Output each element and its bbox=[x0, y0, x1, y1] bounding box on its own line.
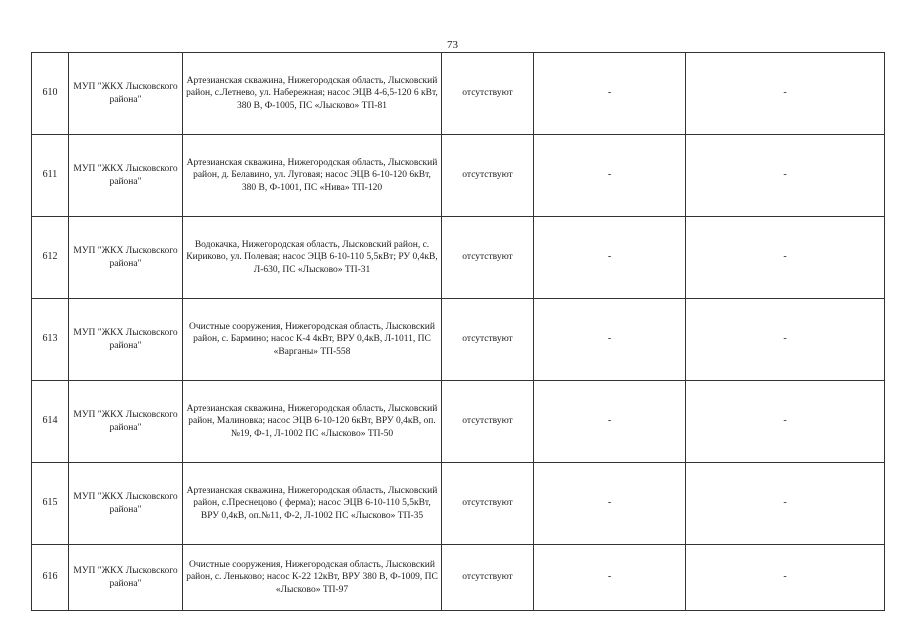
object-description-cell: Очистные сооружения, Нижегородская область, Лысковский район, с. Леньково; насос К-22 12кВт, ВРУ 380 В, Ф-1009, ПС «Лысково» ТП-97 bbox=[183, 545, 442, 611]
status-cell: отсутствуют bbox=[442, 381, 534, 463]
object-description-cell: Артезианская скважина, Нижегородская область, Лысковский район, д. Белавино, ул. Луговая; насос ЭЦВ 6-10-120 6кВт, 380 В, Ф-1001, ПС «Нива» ТП-120 bbox=[183, 135, 442, 217]
organization-cell: МУП "ЖКХ Лысковского района" bbox=[69, 545, 183, 611]
empty-value-cell: - bbox=[686, 463, 885, 545]
organization-cell: МУП "ЖКХ Лысковского района" bbox=[69, 299, 183, 381]
empty-value-cell: - bbox=[534, 381, 686, 463]
organization-cell: МУП "ЖКХ Лысковского района" bbox=[69, 135, 183, 217]
row-number: 610 bbox=[32, 53, 69, 135]
status-cell: отсутствуют bbox=[442, 135, 534, 217]
empty-value-cell: - bbox=[534, 217, 686, 299]
empty-value-cell: - bbox=[686, 545, 885, 611]
table-row bbox=[32, 53, 885, 135]
status-cell: отсутствуют bbox=[442, 217, 534, 299]
table-row bbox=[32, 463, 885, 545]
empty-value-cell: - bbox=[686, 381, 885, 463]
organization-cell: МУП "ЖКХ Лысковского района" bbox=[69, 381, 183, 463]
organization-cell: МУП "ЖКХ Лысковского района" bbox=[69, 463, 183, 545]
table-row bbox=[32, 299, 885, 381]
empty-value-cell: - bbox=[686, 135, 885, 217]
object-description-cell: Артезианская скважина, Нижегородская область, Лысковский район, с.Летнево, ул. Набережная; насос ЭЦВ 4-6,5-120 6 кВт, 380 В, Ф-1005, ПС «Лысково» ТП-81 bbox=[183, 53, 442, 135]
table-row bbox=[32, 217, 885, 299]
organization-cell: МУП "ЖКХ Лысковского района" bbox=[69, 217, 183, 299]
status-cell: отсутствуют bbox=[442, 463, 534, 545]
object-description-cell: Очистные сооружения, Нижегородская область, Лысковский район, с. Бармино; насос К-4 4кВт, ВРУ 0,4кВ, Л-1011, ПС «Варганы» ТП-558 bbox=[183, 299, 442, 381]
row-number: 616 bbox=[32, 545, 69, 611]
empty-value-cell: - bbox=[534, 463, 686, 545]
row-number: 614 bbox=[32, 381, 69, 463]
row-number: 613 bbox=[32, 299, 69, 381]
empty-value-cell: - bbox=[686, 217, 885, 299]
page-number: 73 bbox=[447, 39, 458, 51]
empty-value-cell: - bbox=[534, 135, 686, 217]
empty-value-cell: - bbox=[534, 53, 686, 135]
empty-value-cell: - bbox=[534, 299, 686, 381]
table-row bbox=[32, 545, 885, 611]
facilities-table bbox=[31, 52, 885, 611]
empty-value-cell: - bbox=[686, 53, 885, 135]
row-number: 611 bbox=[32, 135, 69, 217]
object-description-cell: Водокачка, Нижегородская область, Лысковский район, с. Кириково, ул. Полевая; насос ЭЦВ 6-10-110 5,5кВт; РУ 0,4кВ, Л-630, ПС «Лысково» ТП-31 bbox=[183, 217, 442, 299]
empty-value-cell: - bbox=[534, 545, 686, 611]
table-row bbox=[32, 135, 885, 217]
status-cell: отсутствуют bbox=[442, 53, 534, 135]
row-number: 612 bbox=[32, 217, 69, 299]
empty-value-cell: - bbox=[686, 299, 885, 381]
row-number: 615 bbox=[32, 463, 69, 545]
object-description-cell: Артезианская скважина, Нижегородская область, Лысковский район, с.Преснецово ( ферма); насос ЭЦВ 6-10-110 5,5кВт, ВРУ 0,4кВ, оп.№11, Ф-2, Л-1002 ПС «Лысково» ТП-35 bbox=[183, 463, 442, 545]
table-row bbox=[32, 381, 885, 463]
object-description-cell: Артезианская скважина, Нижегородская область, Лысковский район, Малиновка; насос ЭЦВ 6-10-120 6кВт, ВРУ 0,4кВ, оп.№19, Ф-1, Л-1002 ПС «Лысково» ТП-50 bbox=[183, 381, 442, 463]
status-cell: отсутствуют bbox=[442, 299, 534, 381]
organization-cell: МУП "ЖКХ Лысковского района" bbox=[69, 53, 183, 135]
status-cell: отсутствуют bbox=[442, 545, 534, 611]
